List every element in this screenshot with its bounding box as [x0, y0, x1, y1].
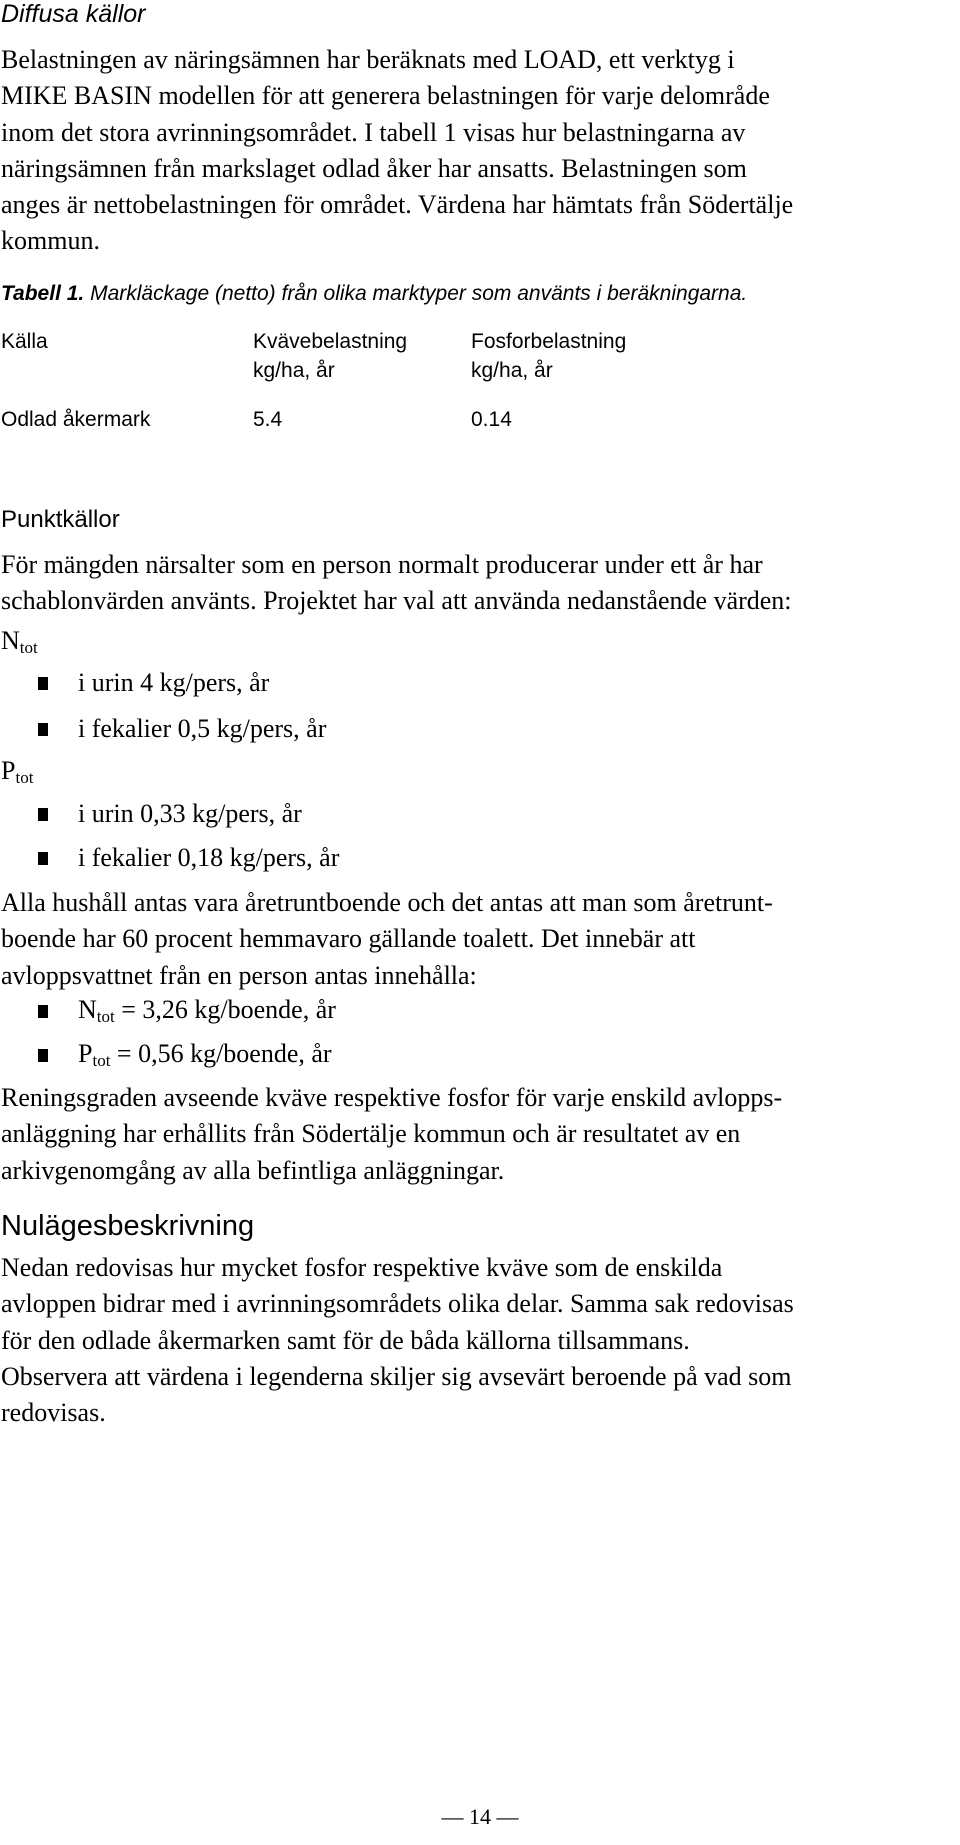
diffuse-paragraph: [1, 42, 951, 260]
paragraph-line: inom det stora avrinningsområdet. I tabell 1 visas hur belastningarna av: [1, 117, 746, 147]
p-tot-label: $P_{tot}$: [1, 756, 34, 787]
list-item-text: $P_{tot} = 0,56$ kg/boende, år: [78, 1039, 332, 1070]
list-item: [38, 843, 339, 873]
paragraph-line: MIKE BASIN modellen för att generera belastningen för varje delområde: [1, 81, 770, 111]
n-tot-label: $N_{tot}$: [1, 626, 38, 657]
section-heading-point: Punktkällor: [1, 506, 120, 533]
list-item: [38, 799, 302, 829]
table-header-phosphorus: [471, 327, 626, 385]
paragraph-line: Reningsgraden avseende kväve respektive fosfor för varje enskild avlopps-: [1, 1083, 783, 1112]
bullet-square-icon: [38, 1049, 48, 1062]
paragraph-line: redovisas.: [1, 1398, 106, 1428]
paragraph-line: För mängden närsalter som en person normalt producerar under ett år har: [1, 550, 763, 579]
table-cell-phosphorus: 0.14: [471, 408, 512, 431]
bullet-square-icon: [38, 723, 48, 736]
paragraph-line: avloppsvattnet från en person antas innehålla:: [1, 960, 477, 990]
table-caption: [1, 282, 747, 306]
bullet-square-icon: [38, 808, 48, 821]
paragraph-line: schablonvärden använts. Projektet har val att använda nedanstående värden:: [1, 586, 792, 616]
list-item: [38, 1039, 332, 1071]
paragraph-line: kommun.: [1, 226, 100, 256]
point-paragraph-3: [1, 1080, 951, 1189]
paragraph-line: näringsämnen från markslaget odlad åker har ansatts. Belastningen som: [1, 153, 747, 183]
list-item: [38, 668, 269, 698]
table-header-phosphorus-unit: kg/ha, år: [471, 359, 553, 382]
list-item-text: i fekalier 0,5 kg/pers, år: [78, 714, 327, 743]
list-item-text: i fekalier 0,18 kg/pers, år: [78, 843, 340, 872]
table-caption-label: Tabell 1.: [1, 282, 85, 305]
paragraph-line: Observera att värdena i legenderna skiljer sig avsevärt beroende på vad som: [1, 1361, 792, 1391]
paragraph-line: Nedan redovisas hur mycket fosfor respektive kväve som de enskilda: [1, 1253, 723, 1282]
paragraph-line: anläggning har erhållits från Södertälje kommun och är resultatet av en: [1, 1119, 741, 1149]
paragraph-line: boende har 60 procent hemmavaro gällande toalett. Det innebär att: [1, 924, 696, 954]
point-paragraph: [1, 547, 951, 620]
table-caption-text: Markläckage (netto) från olika marktyper som använts i beräkningarna.: [84, 282, 748, 305]
point-paragraph-2: [1, 885, 951, 994]
table-header-nitrogen-unit: kg/ha, år: [253, 359, 335, 382]
table-cell-nitrogen: 5.4: [253, 408, 283, 431]
table-header-nitrogen: [253, 327, 407, 385]
table-cell-source: Odlad åkermark: [1, 408, 151, 431]
section-heading-diffuse: Diffusa källor: [1, 0, 146, 28]
bullet-square-icon: [38, 852, 48, 865]
list-item-text: $N_{tot} = 3,26$ kg/boende, år: [78, 995, 336, 1026]
list-item-text: i urin 0,33 kg/pers, år: [78, 799, 302, 828]
table-header-nitrogen-name: Kvävebelastning: [253, 330, 408, 353]
list-item: [38, 714, 326, 744]
bullet-square-icon: [38, 677, 48, 690]
paragraph-line: avloppen bidrar med i avrinningsområdets olika delar. Samma sak redovisas: [1, 1289, 794, 1319]
paragraph-line: Belastningen av näringsämnen har beräknats med LOAD, ett verktyg i: [1, 45, 735, 74]
paragraph-line: för den odlade åkermarken samt för de båda källorna tillsammans.: [1, 1325, 690, 1355]
paragraph-line: anges är nettobelastningen för området. Värdena har hämtats från Södertälje: [1, 190, 794, 220]
status-paragraph: [1, 1250, 951, 1431]
list-item-text: i urin 4 kg/pers, år: [78, 668, 270, 697]
paragraph-line: Alla hushåll antas vara åretruntboende och det antas att man som åretrunt-: [1, 888, 773, 917]
section-heading-status: Nulägesbeskrivning: [1, 1210, 255, 1242]
page-number: — 14 —: [441, 1804, 519, 1829]
list-item: [38, 995, 336, 1027]
table-header-source: Källa: [1, 330, 48, 353]
table-header-phosphorus-name: Fosforbelastning: [471, 330, 627, 353]
bullet-square-icon: [38, 1005, 48, 1018]
paragraph-line: arkivgenomgång av alla befintliga anläggningar.: [1, 1155, 505, 1185]
